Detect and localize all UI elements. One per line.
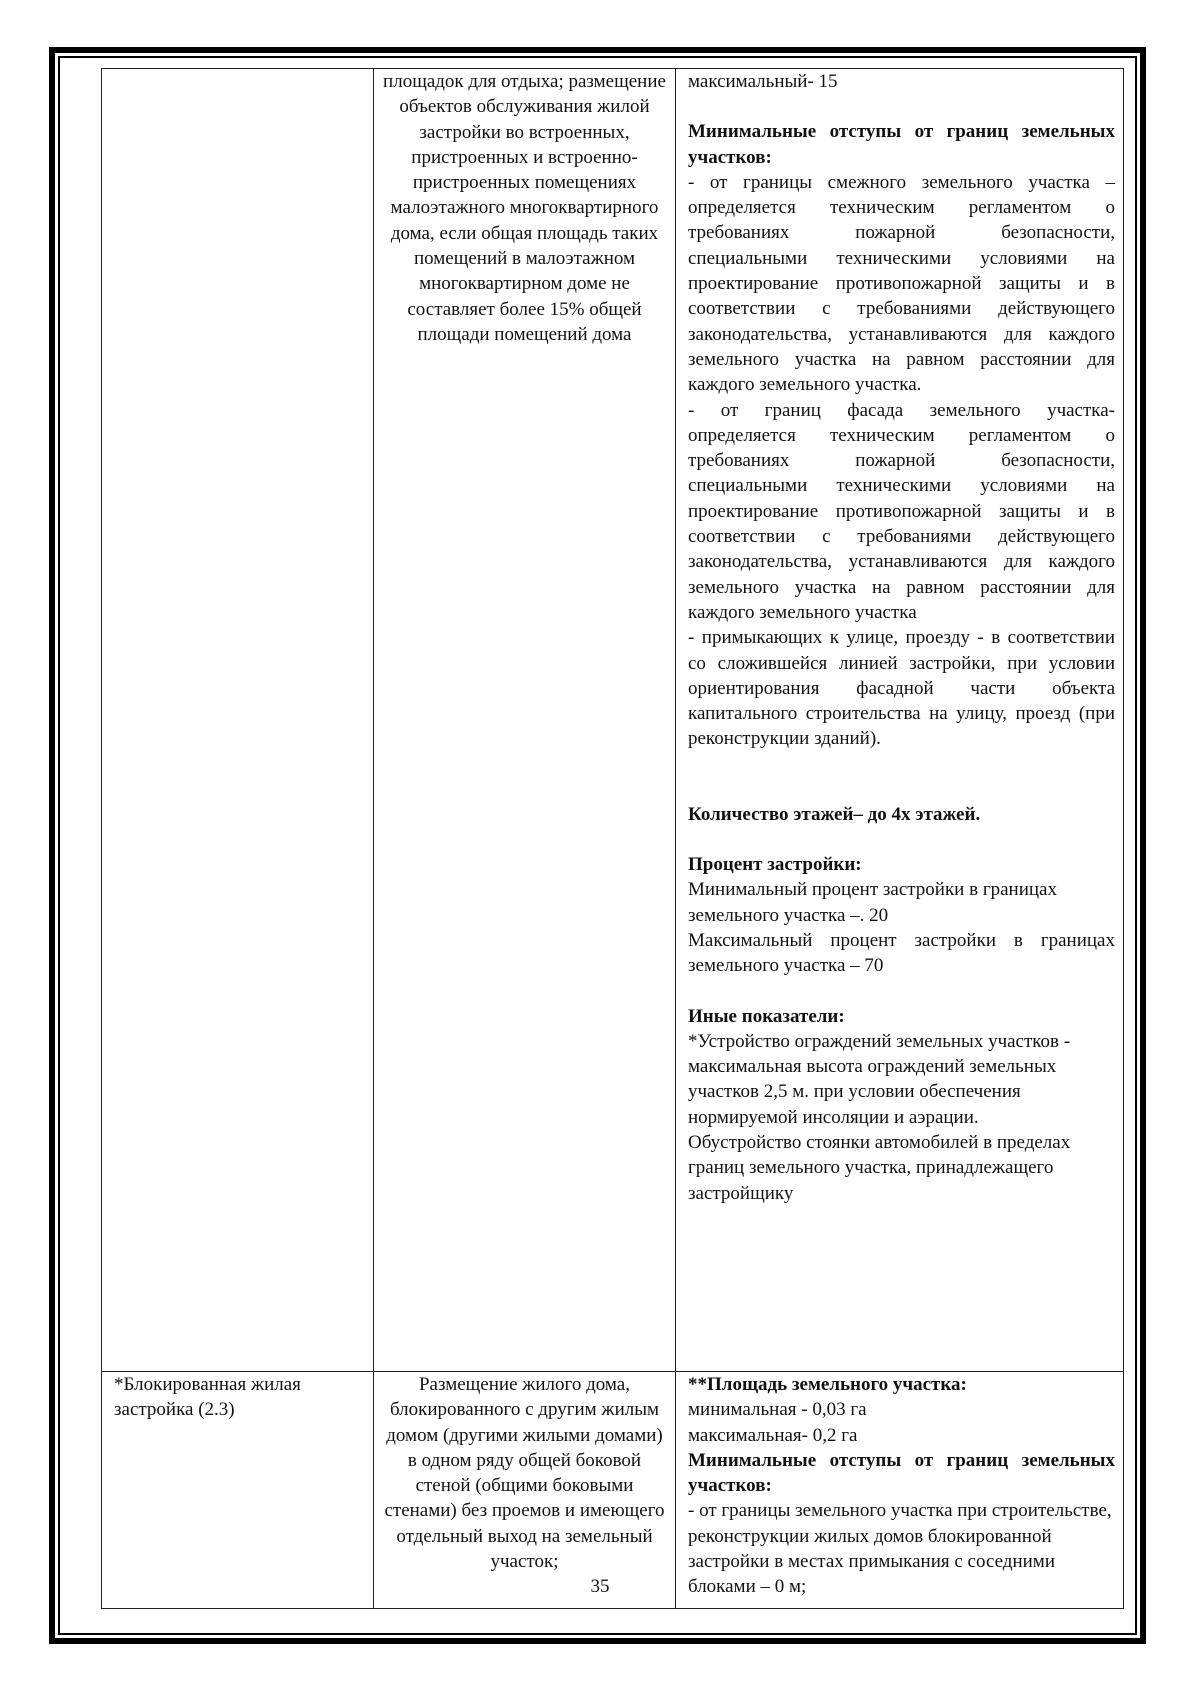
coverage-heading: Процент застройки: [688,854,862,876]
use-type-text: *Блокированная жилая застройка (2.3) [114,1374,301,1421]
table-cell-parameters [676,1372,1124,1609]
coverage-max-text: Максимальный процент застройки в границах земельного участка – 70 [688,929,1115,977]
area-max-text: максимальная- 0,2 га [688,1424,858,1446]
setback-item: - от границы смежного земельного участка – определяется техническим регламентом о требованиях пожарной безопасности, специальными техническими условиями на проектирование противопожарной защиты и в соответствии с требованиями действующего законодательства, устанавливаются для каждого земельного участка на равном расстоянии для каждого земельного участка. [688,171,1115,396]
parameters-block [676,69,1123,1206]
other-fence-text: *Устройство ограждений земельных участков - максимальная высота ограждений земельных участков 2,5 м. при условии обеспечения нормируемой инсоляции и аэрации. [688,1030,1071,1128]
table-row [102,69,1124,1372]
setback-item: - от границ фасада земельного участка- определяется техническим регламентом о требованиях пожарной безопасности, специальными техническими условиями на проектирование противопожарной защиты и в соответствии с требованиями действующего законодательства, устанавливаются для каждого земельного участка на равном расстоянии для каждого земельного участка [688,399,1115,623]
use-description-text: Размещение жилого дома, блокированного с другим жилым домом (другими жилыми домами) в одном ряду общей боковой стеной (общими боковыми стенами) без проемов и имеющего отдельный выход на земельный участок; [384,1374,665,1573]
area-heading: **Площадь земельного участка: [688,1374,967,1395]
parameters-block [676,1372,1123,1600]
other-heading: Иные показатели: [688,1005,845,1027]
coverage-min-text: Минимальный процент застройки в границах земельного участка –. 20 [688,879,1057,926]
table-cell-use-type [102,69,374,1372]
floors-text: Количество этажей– до 4х этажей. [688,803,981,825]
max-floors-text: максимальный- 15 [688,71,838,92]
table-row [102,1372,1124,1609]
setbacks-heading: Минимальные отступы от границ земельных участков: [688,1449,1115,1497]
table-cell-parameters [676,69,1124,1372]
setback-item: - примыкающих к улице, проезду - в соответствии со сложившейся линией застройки, при условии ориентирования фасадной части объекта капитального строительства на улицу, проезд (при реконструкции зданий). [688,627,1115,750]
setbacks-heading: Минимальные отступы от границ земельных участков: [688,121,1115,168]
table-cell-use-type [102,1372,374,1609]
setback-item: - от границы земельного участка при строительстве, реконструкции жилых домов блокированной застройки в местах примыкания с соседними блоками – 0 м; [688,1500,1112,1598]
other-parking-text: Обустройство стоянки автомобилей в пределах границ земельного участка, принадлежащего застройщику [688,1131,1071,1204]
table-cell-use-description [374,1372,676,1609]
table-cell-use-description [374,69,676,1372]
page-number: 35 [590,1576,610,1597]
regulations-table [101,68,1124,1609]
area-min-text: минимальная - 0,03 га [688,1399,867,1421]
use-description-text: площадок для отдыха; размещение объектов обслуживания жилой застройки во встроенных, пристроенных и встроенно-пристроенных помещениях малоэтажного многоквартирного дома, если общая площадь таких помещений в малоэтажном многоквартирном доме не составляет более 15% общей площади помещений дома [383,71,666,345]
